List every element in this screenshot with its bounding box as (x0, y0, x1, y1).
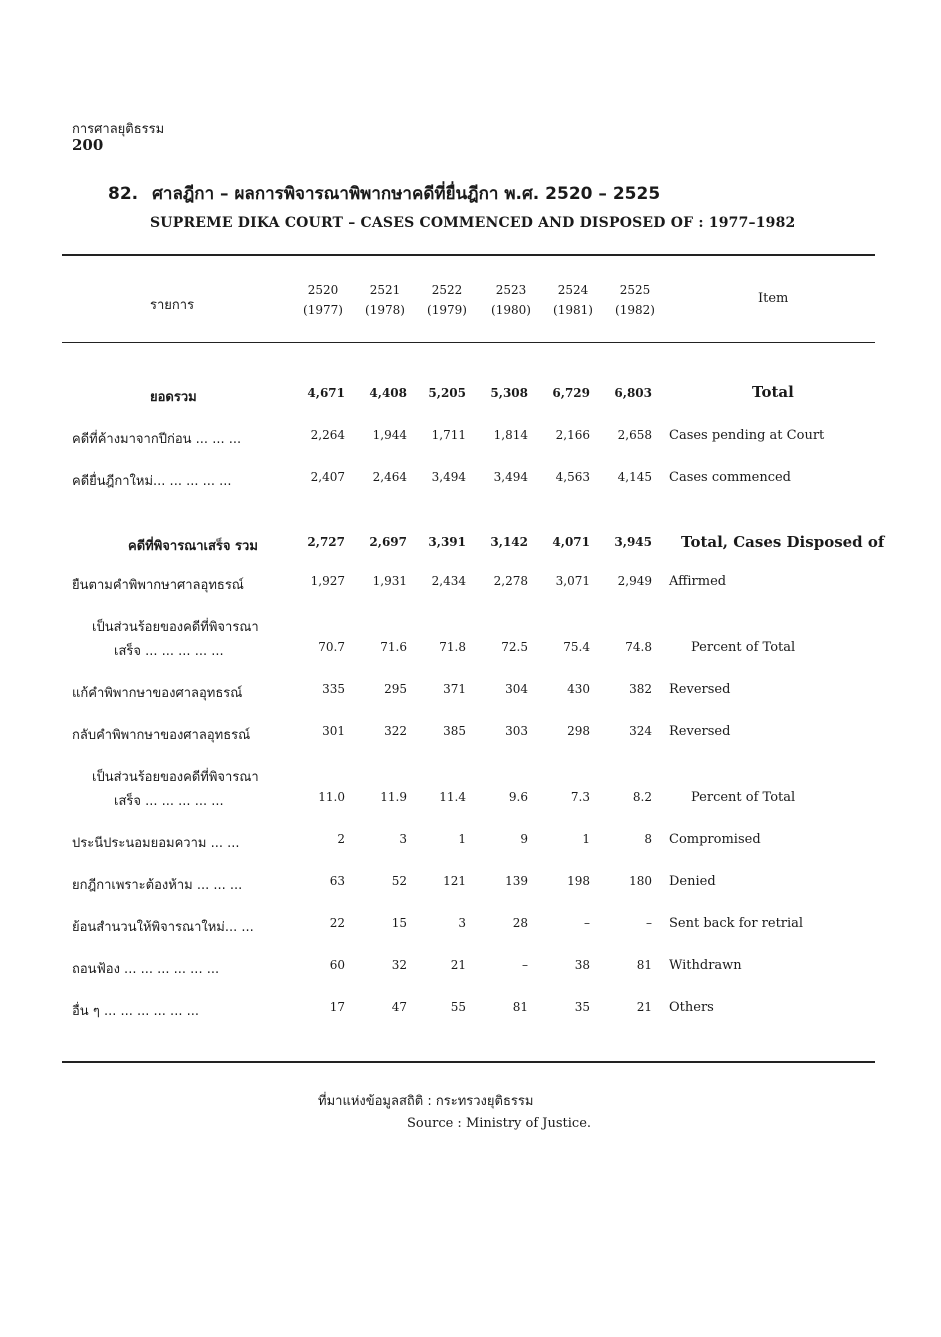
table-row (0, 874, 941, 896)
column-year-thai: 2525 (619, 283, 651, 297)
column-year-english: (1982) (615, 303, 655, 317)
column-year-thai: 2524 (557, 283, 589, 297)
cell-2520: 63 (329, 874, 345, 888)
column-header-2525 (608, 280, 662, 320)
table-row (0, 470, 941, 492)
row-label-thai: ยกฎีกาเพราะต้องห้าม ... ... ... (72, 878, 243, 893)
cell-2522: 3 (458, 916, 466, 930)
cell-2524: 430 (567, 682, 590, 696)
cell-2521: 71.6 (380, 640, 407, 654)
cell-2522: 55 (450, 1000, 466, 1014)
cell-2525: 6,803 (614, 386, 652, 400)
row-label-thai: ย้อนสำนวนให้พิจารณาใหม่... ... (72, 920, 254, 935)
cell-2520: 11.0 (318, 790, 345, 804)
cell-2521: 2,697 (369, 535, 407, 549)
cell-2524: 75.4 (563, 640, 590, 654)
column-header-2524 (546, 280, 600, 320)
table-row-percent (0, 790, 941, 812)
cell-2525: 21 (636, 1000, 652, 1014)
cell-2523: 3,494 (493, 470, 528, 484)
cell-2522: 2,434 (431, 574, 466, 588)
row-label-thai: ประนีประนอมยอมความ ... ... (72, 836, 240, 851)
cell-2523: 2,278 (493, 574, 528, 588)
row-label-english: Cases commenced (669, 470, 791, 485)
column-header-2520 (296, 280, 350, 320)
column-header-2522 (420, 280, 474, 320)
cell-2521: 11.9 (380, 790, 407, 804)
table-title-thai: ศาลฎีกา – ผลการพิจารณาพิพากษาคดีที่ยื่นฎีกา พ.ศ. 2520 – 2525 (152, 184, 661, 204)
cell-2523: 3,142 (490, 535, 528, 549)
row-label-thai: ถอนฟ้อง ... ... ... ... ... ... (72, 962, 220, 977)
page-number: 200 (72, 136, 104, 154)
cell-2523: 303 (505, 724, 528, 738)
cell-2524: 3,071 (555, 574, 590, 588)
cell-2520: 70.7 (318, 640, 345, 654)
cell-2525: 8.2 (632, 790, 652, 804)
column-year-english: (1977) (303, 303, 343, 317)
row-label-thai: อื่น ๆ ... ... ... ... ... ... (72, 1004, 199, 1019)
row-label-english: Others (669, 1000, 714, 1015)
cell-2523: 81 (512, 1000, 528, 1014)
cell-2523: 1,814 (493, 428, 528, 442)
cell-2520: 1,927 (310, 574, 345, 588)
cell-2522: 21 (450, 958, 466, 972)
row-label-english: Sent back for retrial (669, 916, 804, 931)
row-label-thai: คดียื่นฎีกาใหม่... ... ... ... ... (72, 474, 232, 489)
column-year-english: (1980) (491, 303, 531, 317)
cell-2523: 5,308 (490, 386, 528, 400)
table-row (0, 832, 941, 854)
column-year-english: (1978) (365, 303, 405, 317)
row-label-thai: คดีที่ค้างมาจากปีก่อน ... ... ... (72, 432, 242, 447)
cell-2522: 11.4 (439, 790, 466, 804)
row-label-thai: เสร็จ ... ... ... ... ... (114, 644, 224, 659)
cell-2520: 2,264 (310, 428, 345, 442)
table-row-total-disposed (0, 535, 941, 557)
table-row (0, 724, 941, 746)
table-row (0, 916, 941, 938)
row-label-thai: คดีที่พิจารณาเสร็จ รวม (128, 539, 258, 554)
column-year-english: (1981) (553, 303, 593, 317)
row-label-thai-prefix: เป็นส่วนร้อยของคดีที่พิจารณา (92, 620, 259, 635)
row-label-thai: ยืนตามคำพิพากษาศาลอุทธรณ์ (72, 578, 244, 593)
cell-2520: 4,671 (307, 386, 345, 400)
item-header-thai: รายการ (150, 298, 195, 313)
table-row (0, 958, 941, 980)
cell-2522: 3,391 (428, 535, 466, 549)
cell-2521: 1,931 (372, 574, 407, 588)
cell-2525: 81 (636, 958, 652, 972)
row-label-thai: กลับคำพิพากษาของศาลอุทธรณ์ (72, 728, 251, 743)
cell-2521: 295 (384, 682, 407, 696)
cell-2524: 4,071 (552, 535, 590, 549)
cell-2525: 8 (644, 832, 652, 846)
cell-2522: 3,494 (431, 470, 466, 484)
column-year-english: (1979) (427, 303, 467, 317)
cell-2525: 4,145 (617, 470, 652, 484)
cell-2524: 7.3 (570, 790, 590, 804)
cell-2525: – (646, 916, 652, 930)
table-title-english: SUPREME DIKA COURT – CASES COMMENCED AND DISPOSED OF : 1977–1982 (150, 215, 796, 231)
cell-2520: 335 (322, 682, 345, 696)
cell-2524: 1 (582, 832, 590, 846)
cell-2525: 382 (629, 682, 652, 696)
cell-2521: 52 (391, 874, 407, 888)
cell-2521: 4,408 (369, 386, 407, 400)
source-note-english: Source : Ministry of Justice. (407, 1116, 592, 1131)
cell-2524: 35 (574, 1000, 590, 1014)
cell-2520: 2 (337, 832, 345, 846)
cell-2525: 180 (629, 874, 652, 888)
top-rule (62, 254, 875, 256)
cell-2521: 32 (391, 958, 407, 972)
cell-2523: 72.5 (501, 640, 528, 654)
table-row-total (0, 383, 941, 408)
cell-2522: 1,711 (431, 428, 466, 442)
cell-2522: 371 (443, 682, 466, 696)
table-title-thai-row (108, 180, 660, 207)
column-year-thai: 2520 (307, 283, 339, 297)
cell-2524: 4,563 (555, 470, 590, 484)
column-header-2523 (484, 280, 538, 320)
cell-2522: 1 (458, 832, 466, 846)
row-label-english: Total (752, 383, 794, 401)
cell-2521: 15 (391, 916, 407, 930)
cell-2523: 28 (512, 916, 528, 930)
cell-2521: 2,464 (372, 470, 407, 484)
table-row (0, 428, 941, 450)
cell-2522: 71.8 (439, 640, 466, 654)
row-label-english: Percent of Total (691, 640, 796, 655)
cell-2523: 9.6 (508, 790, 528, 804)
cell-2522: 5,205 (428, 386, 466, 400)
cell-2521: 3 (399, 832, 407, 846)
cell-2525: 3,945 (614, 535, 652, 549)
row-label-thai: เสร็จ ... ... ... ... ... (114, 794, 224, 809)
row-label-english: Reversed (669, 724, 731, 739)
cell-2520: 17 (329, 1000, 345, 1014)
cell-2522: 385 (443, 724, 466, 738)
cell-2520: 60 (329, 958, 345, 972)
cell-2520: 22 (329, 916, 345, 930)
item-header-english: Item (758, 291, 789, 306)
cell-2523: 304 (505, 682, 528, 696)
cell-2523: – (522, 958, 528, 972)
cell-2521: 1,944 (372, 428, 407, 442)
row-label-english: Affirmed (669, 574, 727, 589)
cell-2524: 198 (567, 874, 590, 888)
cell-2525: 74.8 (625, 640, 652, 654)
cell-2524: 38 (574, 958, 590, 972)
row-label-english: Cases pending at Court (669, 428, 825, 443)
row-label-thai-prefix: เป็นส่วนร้อยของคดีที่พิจารณา (92, 770, 259, 785)
cell-2520: 2,727 (307, 535, 345, 549)
header-rule (62, 342, 875, 343)
cell-2521: 47 (391, 1000, 407, 1014)
cell-2525: 2,658 (617, 428, 652, 442)
cell-2524: 2,166 (555, 428, 590, 442)
cell-2523: 139 (505, 874, 528, 888)
row-label-thai: แก้คำพิพากษาของศาลอุทธรณ์ (72, 686, 243, 701)
cell-2524: 298 (567, 724, 590, 738)
table-number: 82. (108, 184, 139, 204)
bottom-rule (62, 1061, 875, 1063)
column-year-thai: 2523 (495, 283, 527, 297)
row-label-english: Withdrawn (669, 958, 742, 973)
cell-2524: 6,729 (552, 386, 590, 400)
cell-2520: 301 (322, 724, 345, 738)
cell-2525: 2,949 (617, 574, 652, 588)
table-row-percent (0, 640, 941, 662)
row-label-english: Percent of Total (691, 790, 796, 805)
cell-2524: – (584, 916, 590, 930)
row-label-thai: ยอดรวม (150, 390, 197, 405)
cell-2521: 322 (384, 724, 407, 738)
source-note-thai: ที่มาแห่งข้อมูลสถิติ : กระทรวงยุติธรรม (318, 1094, 534, 1109)
row-label-english: Denied (669, 874, 716, 889)
row-label-english: Reversed (669, 682, 731, 697)
column-header-2521 (358, 280, 412, 320)
column-year-thai: 2522 (431, 283, 463, 297)
row-label-english: Total, Cases Disposed of (681, 533, 885, 551)
table-row (0, 682, 941, 704)
table-row (0, 574, 941, 596)
cell-2525: 324 (629, 724, 652, 738)
row-label-english: Compromised (669, 832, 761, 847)
column-year-thai: 2521 (369, 283, 401, 297)
table-row (0, 1000, 941, 1022)
cell-2520: 2,407 (310, 470, 345, 484)
cell-2522: 121 (443, 874, 466, 888)
page-section-header: การศาลยุติธรรม (72, 122, 165, 137)
cell-2523: 9 (520, 832, 528, 846)
